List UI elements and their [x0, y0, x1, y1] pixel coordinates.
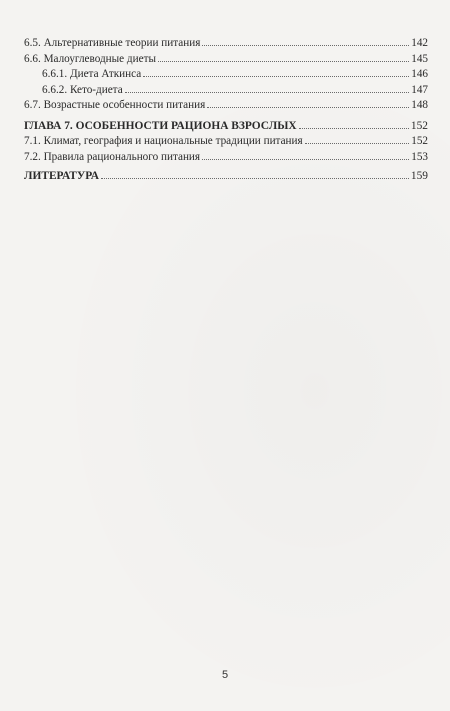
toc-leader-dots	[101, 178, 409, 179]
toc-chapter-title: ГЛАВА 7. ОСОБЕННОСТИ РАЦИОНА ВЗРОСЛЫХ	[24, 119, 297, 132]
toc-leader-dots	[202, 45, 409, 46]
toc-entry-title: 6.6. Малоуглеводные диеты	[24, 52, 156, 65]
toc-leader-dots	[305, 143, 410, 144]
toc-entry-title: 6.6.1. Диета Аткинса	[42, 68, 142, 81]
toc-entry-page: 159	[410, 169, 428, 182]
page-number: 5	[221, 669, 229, 681]
toc-entry-page: 147	[411, 83, 428, 96]
toc-entry-page: 148	[411, 99, 428, 112]
toc-entry	[24, 98, 428, 114]
toc-entry	[24, 83, 428, 99]
toc-entry-title: 6.7. Возрастные особенности питания	[24, 99, 206, 112]
toc-bibliography-title: ЛИТЕРАТУРА	[24, 169, 99, 182]
toc-entry-page: 145	[411, 52, 428, 65]
toc-entry-page: 152	[410, 119, 428, 132]
toc-leader-dots	[207, 107, 409, 108]
toc-entry-title: 7.2. Правила рационального питания	[24, 151, 201, 164]
toc-entry-page: 146	[411, 68, 428, 81]
table-of-contents	[24, 36, 428, 184]
toc-bibliography-entry	[24, 169, 428, 185]
toc-leader-dots	[202, 159, 409, 160]
toc-leader-dots	[125, 92, 410, 93]
toc-entry-page: 142	[411, 37, 428, 49]
toc-chapter-entry	[24, 118, 428, 135]
toc-entry	[24, 36, 428, 52]
toc-entry-page: 153	[411, 151, 428, 164]
toc-entry-title: 6.6.2. Кето-диета	[42, 83, 123, 96]
toc-leader-dots	[143, 76, 409, 77]
toc-leader-dots	[299, 128, 409, 129]
toc-entry	[24, 67, 428, 83]
toc-entry-page: 152	[411, 135, 428, 148]
toc-entry	[24, 134, 428, 150]
toc-leader-dots	[158, 61, 409, 62]
toc-entry	[24, 150, 428, 166]
toc-entry-title: 6.5. Альтернативные теории питания	[24, 37, 201, 49]
toc-entry	[24, 52, 428, 68]
toc-entry-title: 7.1. Климат, география и национальные традиции питания	[24, 135, 303, 148]
